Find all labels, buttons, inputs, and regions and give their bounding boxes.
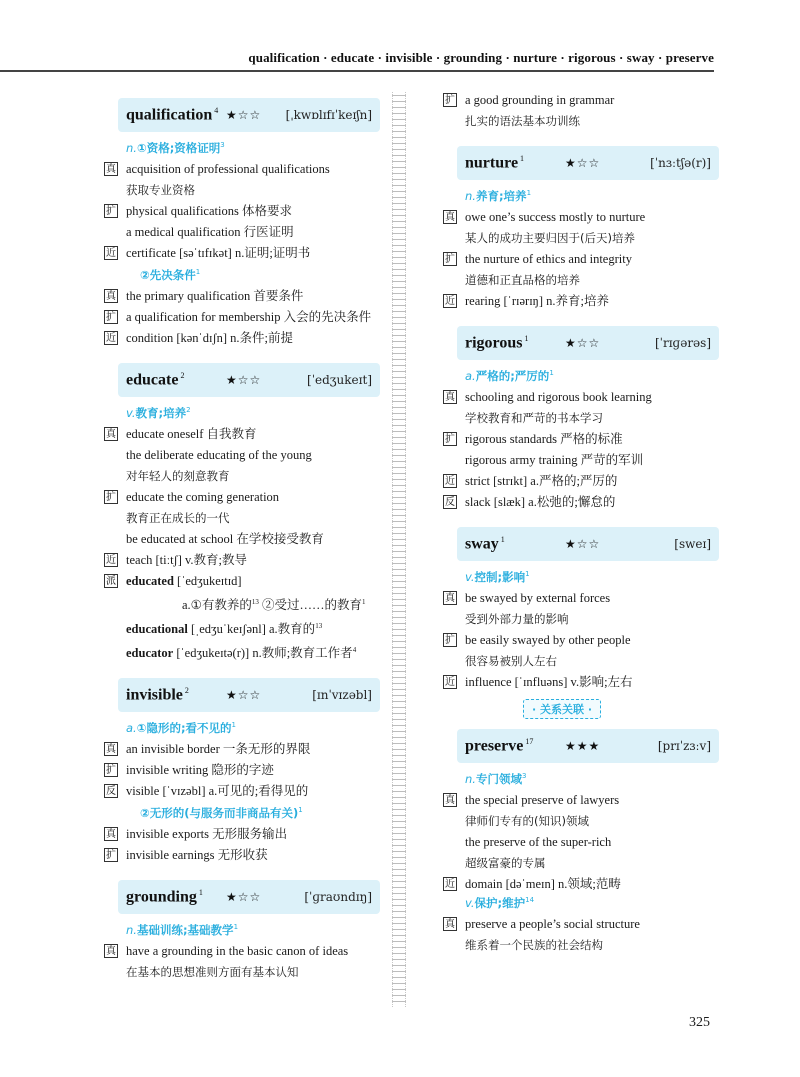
example-row: 真 be swayed by external forces <box>445 591 611 605</box>
relation-section-label: · 关系关联 · <box>523 699 601 719</box>
frequency-stars: ★☆☆ <box>226 107 262 122</box>
tag-zhen-icon: 真 <box>106 946 116 958</box>
phonetic: [ˈrɪɡərəs] <box>654 336 711 350</box>
right-column <box>443 90 723 956</box>
frequency-stars: ★☆☆ <box>565 335 601 350</box>
sense-label: ②先决条件$^1$ <box>140 268 201 282</box>
column-divider <box>392 92 406 1007</box>
example-row: 扩 invisible earnings 无形收获 <box>106 848 268 863</box>
tag-jin-icon: 近 <box>445 879 455 890</box>
header-word-list: qualification · educate · invisible · grounding · nurture · rigorous · sway · preserve <box>248 50 714 65</box>
example-row: 真 have a grounding in the basic canon of ideas <box>106 944 349 959</box>
left-column <box>104 84 379 983</box>
headword: preserve $^{17}$ <box>465 736 534 755</box>
headword: qualification $^4$ <box>126 105 219 124</box>
tag-zhen-icon: 真 <box>106 291 116 302</box>
example-row: the deliberate educating of the young <box>126 448 312 462</box>
running-header <box>0 44 800 70</box>
tag-kuo-icon: 扩 <box>445 635 455 646</box>
example-row: 受到外部力量的影响 <box>465 612 569 626</box>
example-row: 在基本的思想准则方面有基本认知 <box>126 965 299 980</box>
example-row: 扩 invisible writing 隐形的字迹 <box>106 763 274 778</box>
sense-label: n.①资格;资格证明$^3$ <box>126 141 225 155</box>
sense-label: n.基础训练;基础教学$^1$ <box>126 923 239 938</box>
tag-zhen-icon: 真 <box>106 829 116 841</box>
example-row: 对年轻人的刻意教育 <box>126 469 230 483</box>
entry-header-qualification <box>118 98 380 132</box>
page-number: 325 <box>689 1015 710 1030</box>
tag-pai-icon: 派 <box>106 576 116 587</box>
phonetic: [prɪˈzɜːv] <box>657 739 711 753</box>
header-rule <box>0 70 714 72</box>
tag-kuo-icon: 扩 <box>445 95 455 106</box>
phonetic: [ˈnɜːtʃə(r)] <box>650 156 711 170</box>
tag-fan-icon: 反 <box>106 786 116 798</box>
example-row: 超级富豪的专属 <box>465 856 546 870</box>
tag-zhen-icon: 真 <box>445 795 455 806</box>
example-row: rigorous army training 严苛的军训 <box>465 453 644 467</box>
synonym-row: 近 influence [ˈɪnfluəns] v.影响;左右 <box>445 675 633 689</box>
sense-label: n.专门领域$^3$ <box>465 772 527 786</box>
frequency-stars: ★☆☆ <box>226 889 262 904</box>
entry-header-educate <box>118 363 380 397</box>
frequency-stars: ★☆☆ <box>565 536 601 551</box>
headword: nurture $^1$ <box>465 153 525 172</box>
tag-kuo-icon: 扩 <box>106 206 116 217</box>
entry-header-grounding <box>118 880 380 914</box>
example-row: 扩 a good grounding in grammar <box>445 93 615 107</box>
frequency-stars: ★☆☆ <box>226 687 262 702</box>
example-row: 真 invisible exports 无形服务输出 <box>106 827 288 842</box>
example-row: 扩 educate the coming generation <box>106 490 280 504</box>
example-row: 扩 physical qualifications 体格要求 <box>106 204 292 218</box>
tag-zhen-icon: 真 <box>445 919 455 930</box>
example-row: the preserve of the super-rich <box>465 835 612 849</box>
phonetic: [ˈɡraʊndɪŋ] <box>304 890 372 905</box>
entry-header-sway <box>457 527 719 561</box>
example-row: 很容易被别人左右 <box>465 654 557 668</box>
frequency-stars: ★☆☆ <box>565 155 601 170</box>
tag-kuo-icon: 扩 <box>106 850 116 862</box>
sense-label: v.保护;维护$^{14}$ <box>465 896 535 910</box>
tag-kuo-icon: 扩 <box>445 434 455 445</box>
entry-header-rigorous <box>457 326 719 360</box>
frequency-stars: ★★★ <box>565 738 601 753</box>
tag-kuo-icon: 扩 <box>445 254 455 265</box>
sense-label: a.①隐形的;看不见的$^1$ <box>126 721 237 736</box>
headword: sway $^1$ <box>465 534 505 553</box>
tag-kuo-icon: 扩 <box>106 765 116 777</box>
tag-zhen-icon: 真 <box>445 593 455 604</box>
phonetic: [sweɪ] <box>674 537 711 551</box>
headword: grounding $^1$ <box>126 888 203 906</box>
derivative-row: educational [ˌedʒuˈkeɪʃənl] a.教育的$^{13}$ <box>126 622 323 637</box>
phonetic: [ɪnˈvɪzəbl] <box>312 688 372 703</box>
sense-label: n.养育;培养$^1$ <box>465 189 532 203</box>
antonym-row: 反 visible [ˈvɪzəbl] a.可见的;看得见的 <box>106 784 309 799</box>
synonym-row: 近 teach [tiːtʃ] v.教育;教导 <box>106 553 248 567</box>
entry-header-nurture <box>457 146 719 180</box>
example-row: 扩 rigorous standards 严格的标准 <box>445 432 623 446</box>
tag-zhen-icon: 真 <box>106 164 116 175</box>
example-row: 真 preserve a people’s social structure <box>445 917 640 931</box>
synonym-row: 近 rearing [ˈrɪərɪŋ] n.养育;培养 <box>445 294 609 308</box>
example-row: 道德和正直品格的培养 <box>465 273 580 287</box>
derivative-row: 派 educated [ˈedʒukeɪtɪd] <box>106 574 242 588</box>
example-row: 真 educate oneself 自我教育 <box>106 427 257 441</box>
example-row: 扩 the nurture of ethics and integrity <box>445 252 632 266</box>
headword: educate $^2$ <box>126 370 185 389</box>
example-row: a medical qualification 行医证明 <box>126 225 294 239</box>
tag-zhen-icon: 真 <box>106 429 116 440</box>
tag-jin-icon: 近 <box>445 296 455 307</box>
derivative-row: educator [ˈedʒukeɪtə(r)] n.教师;教育工作者$^4$ <box>126 646 357 661</box>
example-row: 维系着一个民族的社会结构 <box>465 938 603 952</box>
sense-label: a.严格的;严厉的$^1$ <box>465 369 554 383</box>
tag-zhen-icon: 真 <box>106 744 116 756</box>
derivative-row: a.①有教养的$^{13}$ ②受过……的教育$^1$ <box>182 598 366 613</box>
antonym-row: 反 slack [slæk] a.松弛的;懈怠的 <box>445 495 616 509</box>
example-row: 扎实的语法基本功训练 <box>465 114 580 128</box>
example-row: 真 schooling and rigorous book learning <box>445 390 652 404</box>
tag-zhen-icon: 真 <box>445 392 455 403</box>
synonym-row: 近 strict [strɪkt] a.严格的;严厉的 <box>445 474 618 488</box>
frequency-stars: ★☆☆ <box>226 372 262 387</box>
tag-jin-icon: 近 <box>106 248 116 259</box>
tag-jin-icon: 近 <box>445 677 455 688</box>
tag-zhen-icon: 真 <box>445 212 455 223</box>
tag-kuo-icon: 扩 <box>106 312 116 323</box>
example-row: 某人的成功主要归因于(后天)培养 <box>465 231 635 245</box>
tag-kuo-icon: 扩 <box>106 492 116 503</box>
phonetic: [ˌkwɒlɪfɪˈkeɪʃn] <box>285 108 372 122</box>
synonym-row: 近 certificate [səˈtɪfɪkət] n.证明;证明书 <box>106 246 311 260</box>
example-row: 真 acquisition of professional qualifications <box>106 162 330 176</box>
example-row: 真 the primary qualification 首要条件 <box>106 289 304 303</box>
example-row: 律师们专有的(知识)领域 <box>465 814 589 828</box>
entry-header-preserve <box>457 729 719 763</box>
tag-fan-icon: 反 <box>445 497 455 508</box>
example-row: 扩 a qualification for membership 入会的先决条件 <box>106 310 372 324</box>
example-row: 真 the special preserve of lawyers <box>445 793 620 807</box>
example-row: be educated at school 在学校接受教育 <box>126 532 324 546</box>
tag-jin-icon: 近 <box>445 476 455 487</box>
example-row: 学校教育和严苛的书本学习 <box>465 411 603 425</box>
example-row: 扩 be easily swayed by other people <box>445 633 631 647</box>
synonym-row: 近 domain [dəˈmeɪn] n.领域;范畴 <box>445 877 621 891</box>
example-row: 真 owe one’s success mostly to nurture <box>445 210 646 224</box>
sense-label: ②无形的(与服务而非商品有关)$^1$ <box>140 806 303 821</box>
synonym-row: 近 condition [kənˈdɪʃn] n.条件;前提 <box>106 331 293 345</box>
headword: invisible $^2$ <box>126 686 189 704</box>
sense-label: v.教育;培养$^2$ <box>126 406 191 420</box>
headword: rigorous $^1$ <box>465 333 529 352</box>
phonetic: [ˈedʒukeɪt] <box>307 373 372 387</box>
tag-jin-icon: 近 <box>106 555 116 566</box>
example-row: 获取专业资格 <box>126 183 195 197</box>
entry-header-invisible <box>118 678 380 712</box>
example-row: 教育正在成长的一代 <box>126 511 230 525</box>
tag-jin-icon: 近 <box>106 333 116 344</box>
sense-label: v.控制;影响$^1$ <box>465 570 530 584</box>
example-row: 真 an invisible border 一条无形的界限 <box>106 742 311 757</box>
